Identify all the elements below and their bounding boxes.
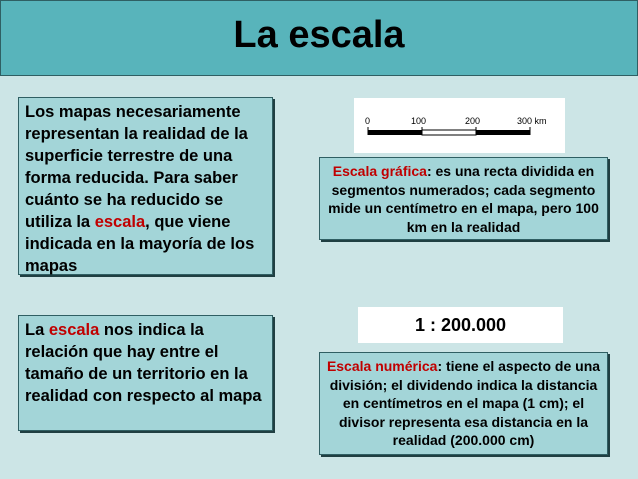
intro-highlight: escala (94, 213, 146, 231)
numeric-scale-text: : tiene el aspecto de una división; el dividendo indica la distancia en centímetros en el mapa (1 cm); el divisor representa esa distancia en la realidad (200.000 cm) (329, 358, 601, 448)
page-title (0, 14, 638, 57)
scale-tick-label-0: 0 (365, 116, 371, 126)
graphic-scale-bar (354, 98, 565, 153)
definition-text: La (25, 321, 49, 339)
numeric-scale-box (319, 352, 608, 455)
intro-text-end: , que viene indicada en la mayoría de los mapas (25, 213, 255, 275)
definition-text-end: nos indica la relación que hay entre el tamaño de un territorio en la realidad con respecto al mapa (25, 321, 262, 405)
numeric-scale-highlight: Escala numérica (326, 358, 438, 374)
intro-text: Los mapas necesariamente representan la realidad de la superficie terrestre de una forma reducida. Para saber cuánto se ha reducido se utiliza la (25, 103, 248, 231)
definition-box (18, 315, 273, 431)
scale-tick-label-100: 100 (411, 116, 427, 126)
scale-ruler (354, 98, 565, 153)
intro-box (18, 97, 273, 275)
numeric-scale-ratio: 1 : 200.000 (358, 307, 563, 343)
graphic-scale-highlight: Escala gráfica (332, 163, 427, 179)
scale-tick-label-200: 200 (465, 116, 481, 126)
scale-tick-label-300: 300 km (517, 116, 547, 126)
graphic-scale-box (319, 157, 608, 240)
page-title-text: La escala (233, 14, 405, 56)
definition-highlight: escala (48, 321, 100, 339)
graphic-scale-text: : es una recta dividida en segmentos numerados; cada segmento mide un centímetro en el mapa, pero 100 km en la realidad (328, 163, 599, 235)
